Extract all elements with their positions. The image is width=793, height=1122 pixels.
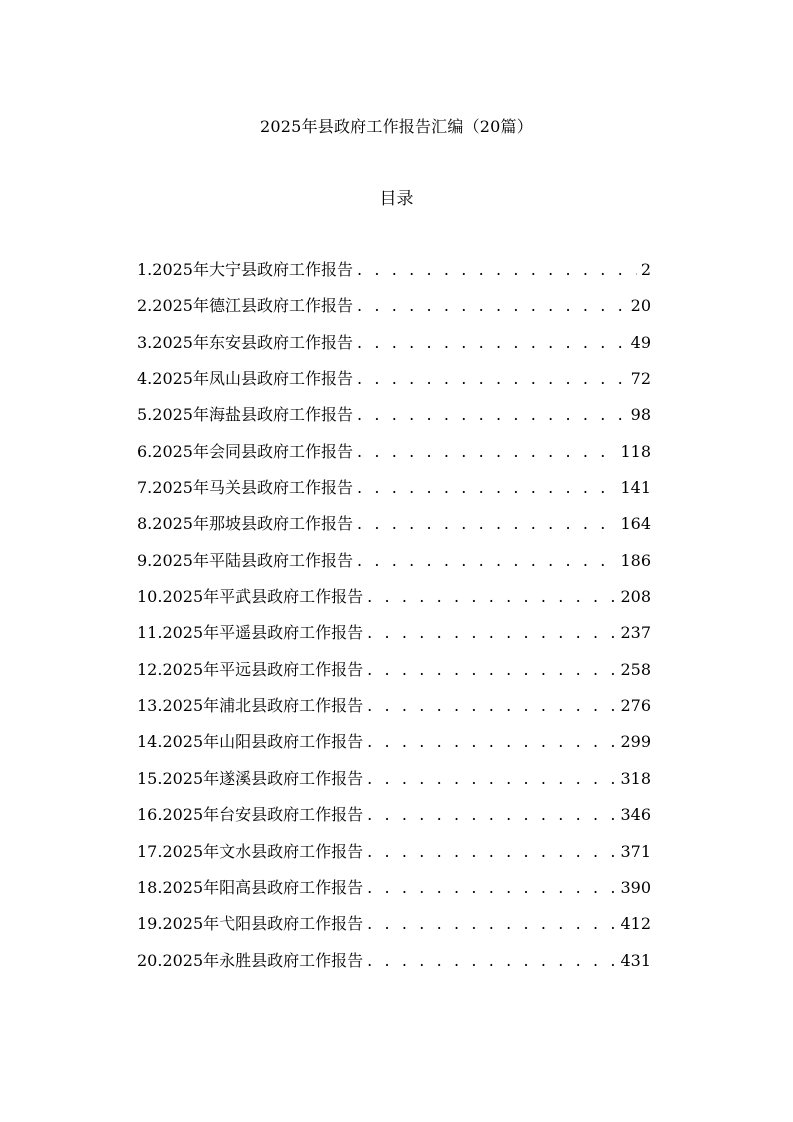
toc-entry-title: 15.2025年遂溪县政府工作报告: [137, 768, 364, 788]
toc-entry-page: 186: [620, 550, 651, 570]
toc-entry-page: 299: [620, 732, 651, 752]
toc-entry-title: 16.2025年台安县政府工作报告: [137, 805, 364, 825]
toc-dot-leader: [367, 949, 616, 973]
toc-entry-1[interactable]: [137, 258, 651, 294]
toc-entry-page: 2: [640, 260, 651, 279]
toc-dot-leader: [367, 876, 616, 900]
toc-entry-9[interactable]: [137, 549, 651, 585]
table-of-contents: [137, 258, 651, 985]
toc-dot-leader: [357, 440, 616, 464]
toc-entry-title: 17.2025年文水县政府工作报告: [137, 841, 364, 861]
toc-entry-page: 371: [620, 841, 651, 861]
toc-entry-14[interactable]: [137, 730, 651, 766]
toc-entry-6[interactable]: [137, 440, 651, 476]
document-title: 2025年县政府工作报告汇编（20篇）: [260, 117, 533, 136]
toc-dot-leader: [357, 367, 627, 391]
toc-entry-13[interactable]: [137, 694, 651, 730]
toc-entry-page: 346: [620, 805, 651, 825]
toc-entry-title: 18.2025年阳高县政府工作报告: [137, 877, 364, 897]
toc-entry-7[interactable]: [137, 476, 651, 512]
toc-entry-page: 318: [620, 768, 651, 788]
toc-dot-leader: [367, 694, 616, 718]
toc-dot-leader: [367, 658, 616, 682]
toc-entry-title: 9.2025年平陆县政府工作报告: [137, 550, 353, 570]
toc-entry-title: 3.2025年东安县政府工作报告: [137, 332, 353, 352]
toc-entry-title: 12.2025年平远县政府工作报告: [137, 659, 364, 679]
toc-entry-title: 6.2025年会同县政府工作报告: [137, 441, 353, 461]
toc-entry-title: 2.2025年德江县政府工作报告: [137, 296, 353, 316]
toc-entry-title: 11.2025年平遥县政府工作报告: [137, 623, 364, 643]
toc-entry-page: 208: [620, 587, 651, 607]
toc-entry-page: 72: [630, 369, 651, 389]
toc-entry-18[interactable]: [137, 876, 651, 912]
toc-dot-leader: [357, 512, 616, 536]
toc-entry-page: 141: [620, 478, 651, 498]
toc-entry-title: 10.2025年平武县政府工作报告: [137, 587, 364, 607]
toc-entry-2[interactable]: [137, 294, 651, 330]
toc-entry-page: 431: [620, 950, 651, 970]
toc-dot-leader: [367, 840, 616, 864]
toc-entry-page: 49: [630, 332, 651, 352]
toc-entry-page: 412: [620, 914, 651, 934]
toc-entry-page: 276: [620, 696, 651, 716]
toc-entry-5[interactable]: [137, 403, 651, 439]
toc-entry-title: 8.2025年那坡县政府工作报告: [137, 514, 353, 534]
toc-dot-leader: [367, 912, 616, 936]
toc-heading: 目录: [379, 189, 414, 209]
toc-entry-19[interactable]: [137, 912, 651, 948]
toc-entry-title: 1.2025年大宁县政府工作报告: [137, 260, 353, 279]
toc-dot-leader: [357, 294, 627, 318]
toc-entry-page: 258: [620, 659, 651, 679]
toc-entry-8[interactable]: [137, 512, 651, 548]
toc-entry-12[interactable]: [137, 658, 651, 694]
toc-dot-leader: [367, 621, 616, 645]
toc-entry-4[interactable]: [137, 367, 651, 403]
toc-entry-16[interactable]: [137, 803, 651, 839]
toc-dot-leader: [367, 767, 616, 791]
toc-dot-leader: [367, 730, 616, 754]
toc-entry-title: 19.2025年弋阳县政府工作报告: [137, 914, 364, 934]
toc-entry-page: 118: [620, 441, 651, 461]
toc-entry-3[interactable]: [137, 331, 651, 367]
toc-entry-title: 20.2025年永胜县政府工作报告: [137, 950, 364, 970]
toc-entry-11[interactable]: [137, 621, 651, 657]
toc-dot-leader: [357, 549, 616, 573]
toc-entry-page: 98: [630, 405, 651, 425]
toc-dot-leader: [357, 476, 616, 500]
toc-entry-title: 14.2025年山阳县政府工作报告: [137, 732, 364, 752]
toc-entry-title: 13.2025年浦北县政府工作报告: [137, 696, 364, 716]
toc-entry-page: 237: [620, 623, 651, 643]
toc-dot-leader: [357, 331, 627, 355]
toc-dot-leader: [357, 258, 637, 282]
toc-entry-title: 5.2025年海盐县政府工作报告: [137, 405, 353, 425]
toc-entry-10[interactable]: [137, 585, 651, 621]
toc-entry-page: 164: [620, 514, 651, 534]
toc-dot-leader: [367, 585, 616, 609]
toc-entry-title: 4.2025年凤山县政府工作报告: [137, 369, 353, 389]
toc-entry-title: 7.2025年马关县政府工作报告: [137, 478, 353, 498]
toc-entry-17[interactable]: [137, 840, 651, 876]
toc-dot-leader: [357, 403, 627, 427]
toc-entry-page: 20: [630, 296, 651, 316]
toc-entry-20[interactable]: [137, 949, 651, 985]
toc-dot-leader: [367, 803, 616, 827]
toc-entry-page: 390: [620, 877, 651, 897]
toc-entry-15[interactable]: [137, 767, 651, 803]
